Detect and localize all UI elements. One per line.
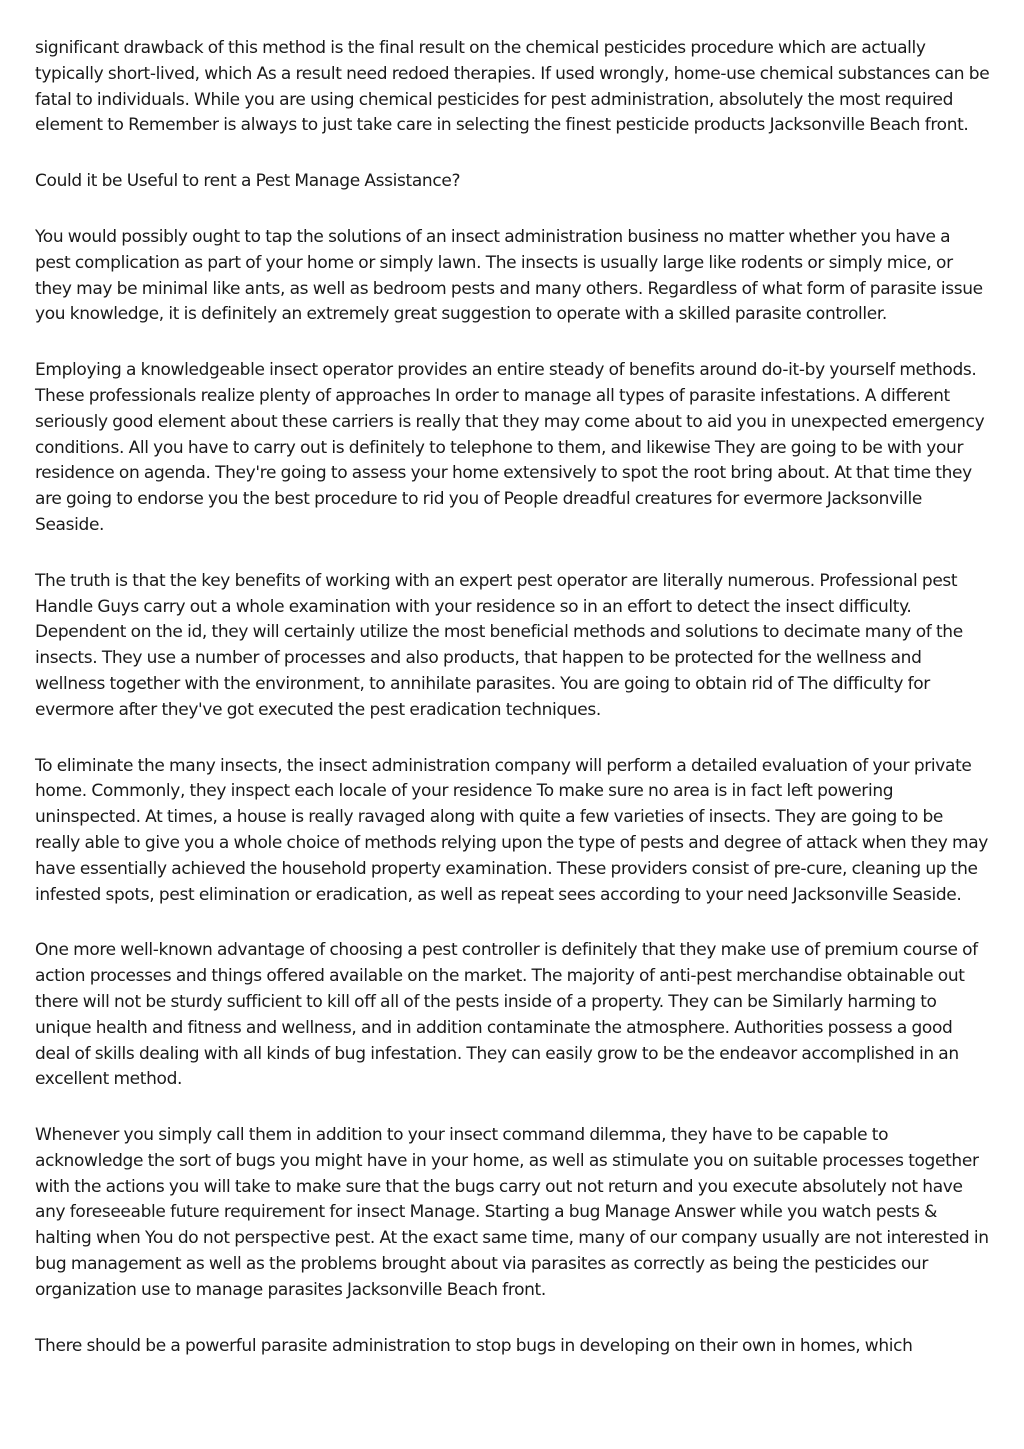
paragraph-7: One more well-known advantage of choosing a pest controller is definitely that they make use of premium course of action processes and things offered available on the market. The majority of anti-pest merchandise obtainable out there will not be sturdy sufficient to kill off all of the pests inside of a property. They can be Similarly harming to unique health and fitness and wellness, and in addition contaminate the atmosphere. Authorities possess a good deal of skills dealing with all kinds of bug infestation. They can easily grow to be the endeavor accomplished in an excellent method.	[35, 940, 978, 1090]
paragraph-4: Employing a knowledgeable insect operator provides an entire steady of benefits around do-it-by yourself methods. These professionals realize plenty of approaches In order to manage all types of parasite infestations. A different seriously good element about these carriers is really that they may come about to aid you in unexpected emergency conditions. All you have to carry out is definitely to telephone to them, and likewise They are going to be with your residence on agenda. They're going to assess your home extensively to spot the root bring about. At that time they are going to endorse you the best procedure to rid you of People dreadful creatures for evermore Jacksonville Seaside.	[35, 360, 985, 535]
paragraph-2-heading: Could it be Useful to rent a Pest Manage Assistance?	[35, 171, 461, 192]
paragraph-1: significant drawback of this method is the final result on the chemical pesticides procedure which are actually typically short-lived, which As a result need redoed therapies. If used wrongly, home-use chemical substances can be fatal to individuals. While you are using chemical pesticides for pest administration, absolutely the most required element to Remember is always to just take care in selecting the finest pesticide products Jacksonville Beach front.	[35, 38, 990, 136]
paragraph-8: Whenever you simply call them in addition to your insect command dilemma, they have to be capable to acknowledge the sort of bugs you might have in your home, as well as stimulate you on suitable processes together with the actions you will take to make sure that the bugs carry out not return and you execute absolutely not have any foreseeable future requirement for insect Manage. Starting a bug Manage Answer while you watch pests & halting when You do not perspective pest. At the exact same time, many of our company usually are not interested in bug management as well as the problems brought about via parasites as correctly as being the pesticides our organization use to manage parasites Jacksonville Beach front.	[35, 1125, 989, 1300]
paragraph-3: You would possibly ought to tap the solutions of an insect administration business no matter whether you have a pest complication as part of your home or simply lawn. The insects is usually large like rodents or simply mice, or they may be minimal like ants, as well as bedroom pests and many others. Regardless of what form of parasite issue you knowledge, it is definitely an extremely great suggestion to operate with a skilled parasite controller.	[35, 226, 983, 325]
document-page	[35, 36, 990, 1389]
paragraph-5: The truth is that the key benefits of working with an expert pest operator are literally numerous. Professional pest Handle Guys carry out a whole examination with your residence so in an effort to detect the insect difficulty. Dependent on the id, they will certainly utilize the most beneficial methods and solutions to decimate many of the insects. They use a number of processes and also products, that happen to be protected for the wellness and wellness together with the environment, to annihilate parasites. You are going to obtain rid of The difficulty for evermore after they've got executed the pest eradication techniques.	[35, 570, 963, 720]
paragraph-6: To eliminate the many insects, the insect administration company will perform a detailed evaluation of your private home. Commonly, they inspect each locale of your residence To make sure no area is in fact left powering uninspected. At times, a house is really ravaged along with quite a few varieties of insects. They are going to be really able to give you a whole choice of methods relying upon the type of pests and degree of attack when they may have essentially achieved the household property examination. These providers consist of pre-cure, cleaning up the infested spots, pest elimination or eradication, as well as repeat sees according to your need Jacksonville Seaside.	[35, 755, 988, 905]
paragraph-9: There should be a powerful parasite administration to stop bugs in developing on their own in homes, which	[35, 1335, 913, 1356]
